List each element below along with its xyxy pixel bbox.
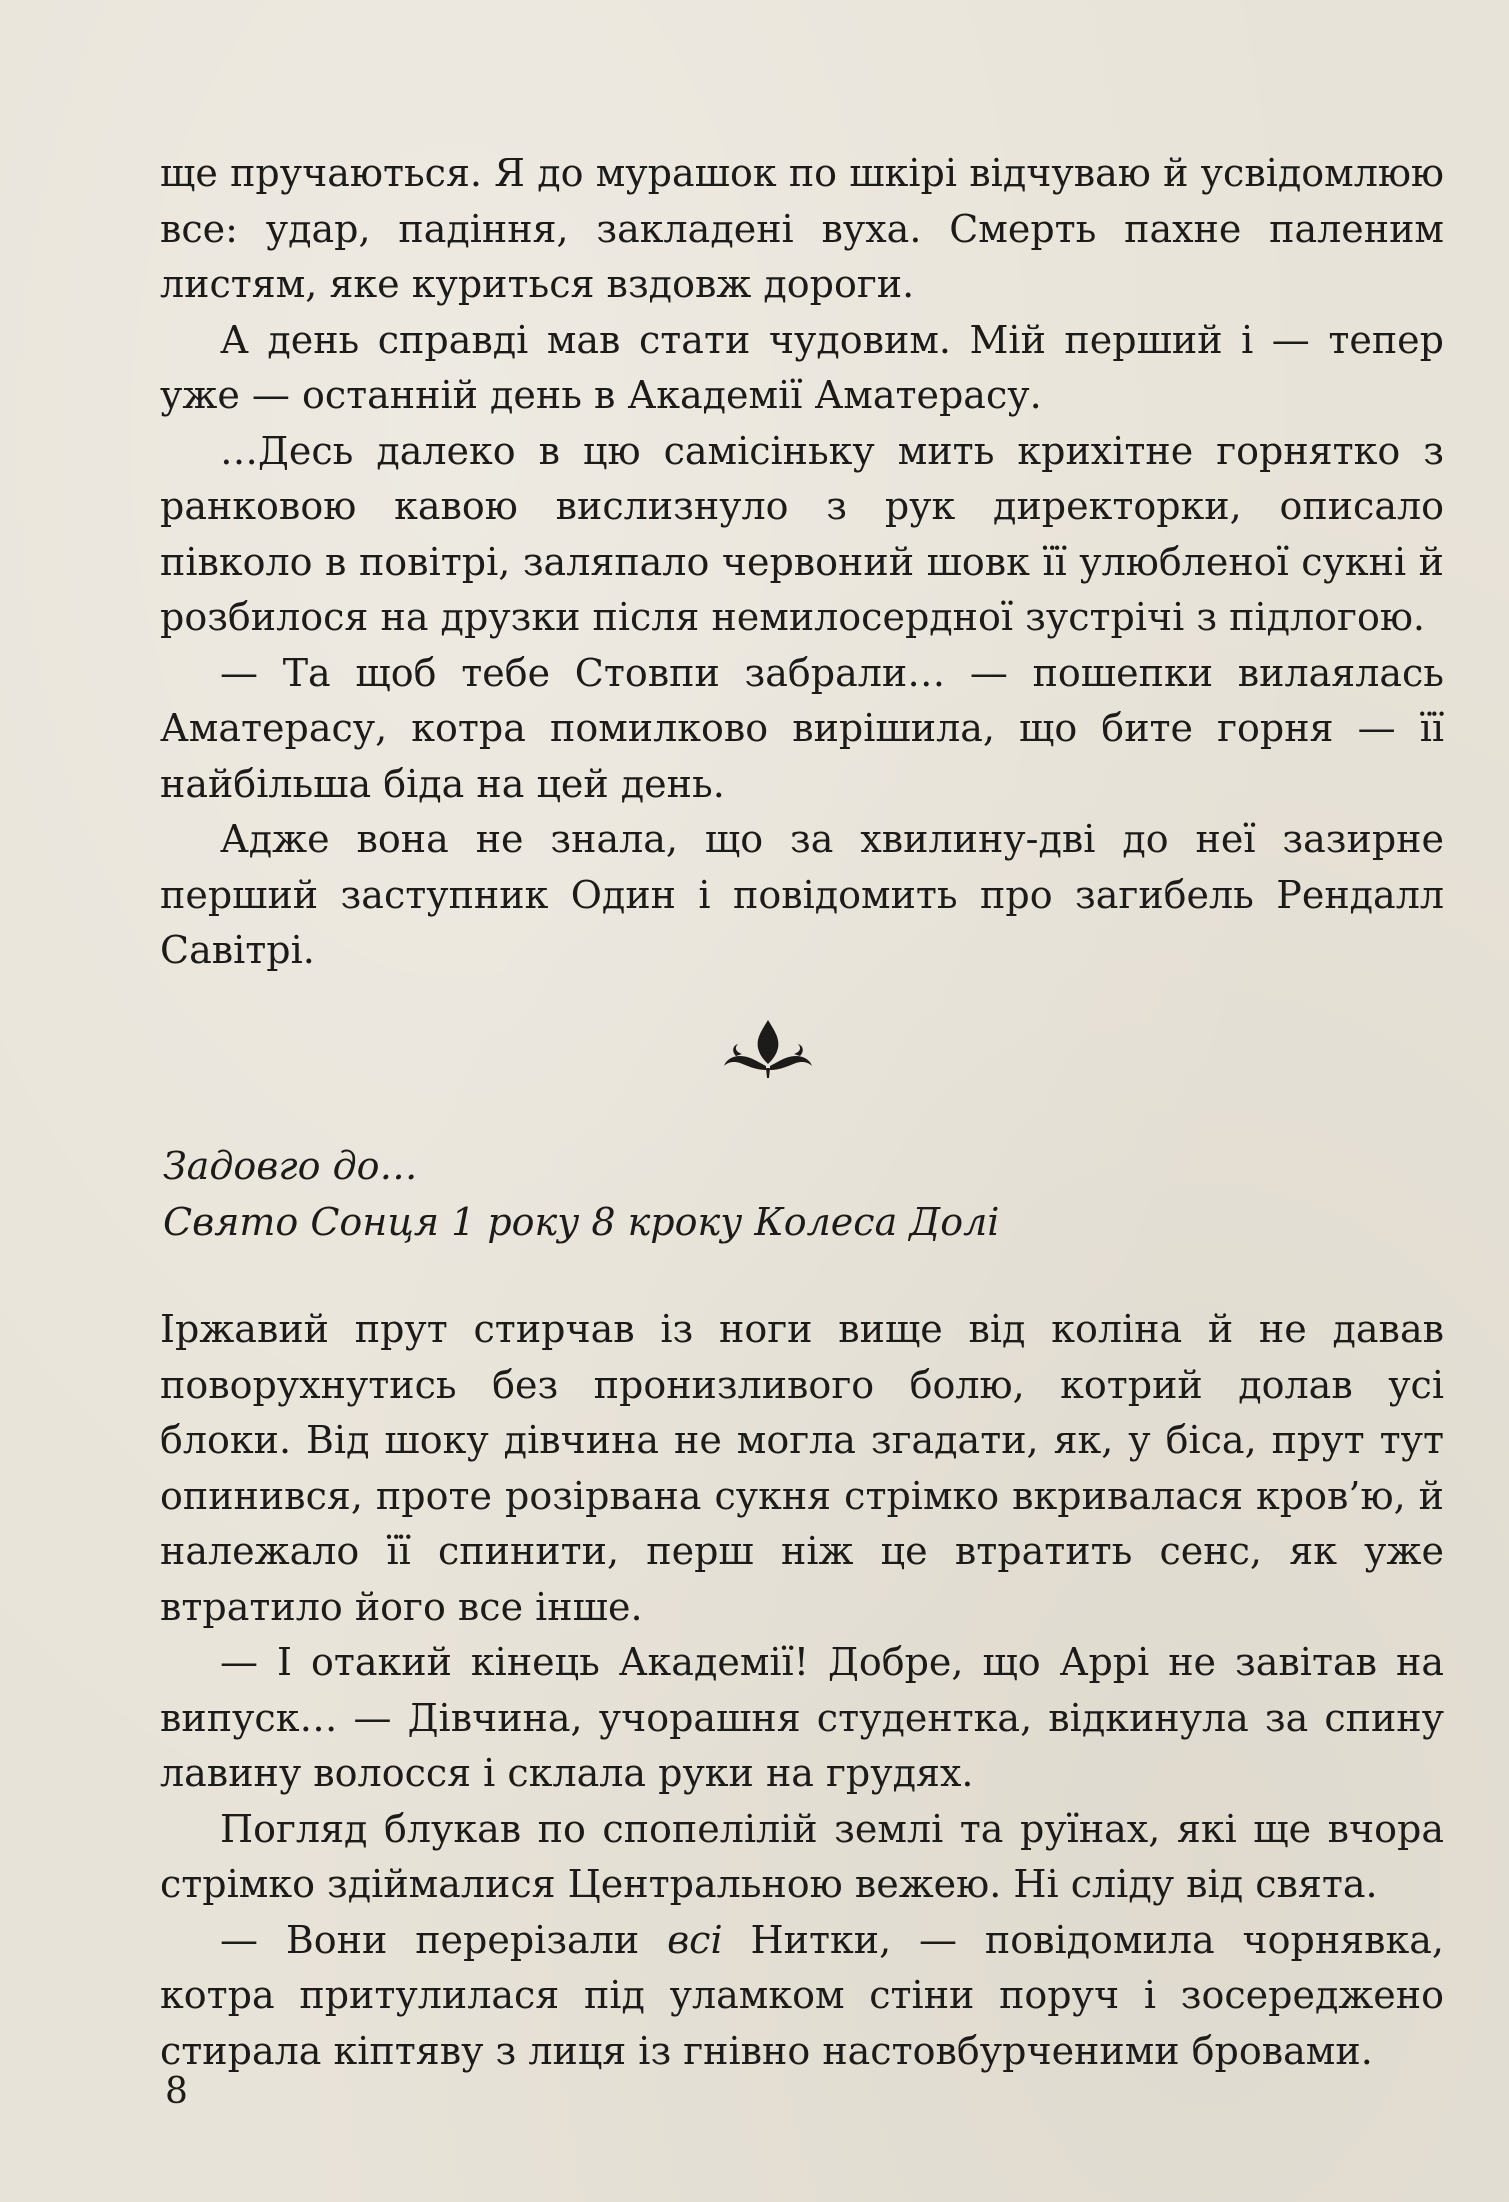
chapter-dateline: [163, 1138, 1363, 1250]
paragraph: [160, 1913, 1444, 2080]
paragraph: ще пручаються. Я до мурашок по шкірі відчуваю й усвідомлюю все: удар, падіння, закладені вуха. Смерть пахне паленим листям, яке куриться вздовж дороги.: [160, 151, 1444, 306]
emphasis-text: всі: [667, 1917, 723, 1962]
dateline-line: Задовго до…: [163, 1144, 418, 1188]
text-block-bottom: [160, 1302, 1444, 2079]
text-block-top: [160, 146, 1444, 979]
paragraph: Адже вона не знала, що за хвилину-дві до неї зазирне перший заступник Один і повідомить про загибель Рендалл Савітрі.: [160, 817, 1444, 972]
paragraph: Погляд блукав по спопелілій землі та руїнах, які ще вчора стрімко здіймалися Центральною вежею. Ні сліду від свята.: [160, 1806, 1444, 1906]
paragraph-text: — Вони перерізали: [220, 1917, 668, 1962]
paragraph: …Десь далеко в цю самісіньку мить крихітне горнятко з ранковою кавою вислизнуло з рук директорки, описало півколо в повітрі, заляпало червоний шовк її улюбленої сукні й розбилося на друзки після немилосердної зустрічі з підлогою.: [160, 428, 1444, 639]
dateline-line: Свято Сонця 1 року 8 кроку Колеса Долі: [163, 1200, 1000, 1244]
paragraph: Іржавий прут стирчав із ноги вище від коліна й не давав поворухнутись без пронизливого болю, котрий долав усі блоки. Від шоку дівчина не могла згадати, як, у біса, прут тут опинився, проте розірвана сукня стрімко вкривалася кров’ю, й належало її спинити, перш ніж це втратить сенс, як уже втратило його все інше.: [160, 1307, 1444, 1629]
paragraph: А день справді мав стати чудовим. Мій перший і — тепер уже — останній день в Академії Аматерасу.: [160, 317, 1444, 417]
fleuron-icon: [722, 1016, 814, 1080]
paragraph-text: Нитки, — повідомила чорнявка, котра притулилася під уламком стіни поруч і зосереджено стирала кіптяву з лиця із гнівно настовбурченими бровами.: [160, 1917, 1445, 2073]
page-number: 8: [165, 2071, 188, 2112]
paragraph: — І отакий кінець Академії! Добре, що Аррі не завітав на випуск… — Дівчина, учорашня студентка, відкинула за спину лавину волосся і склала руки на грудях.: [160, 1640, 1444, 1795]
paragraph: — Та щоб тебе Стовпи забрали… — пошепки вилаялась Аматерасу, котра помилково вирішила, що бите горня — її найбільша біда на цей день.: [160, 650, 1444, 806]
